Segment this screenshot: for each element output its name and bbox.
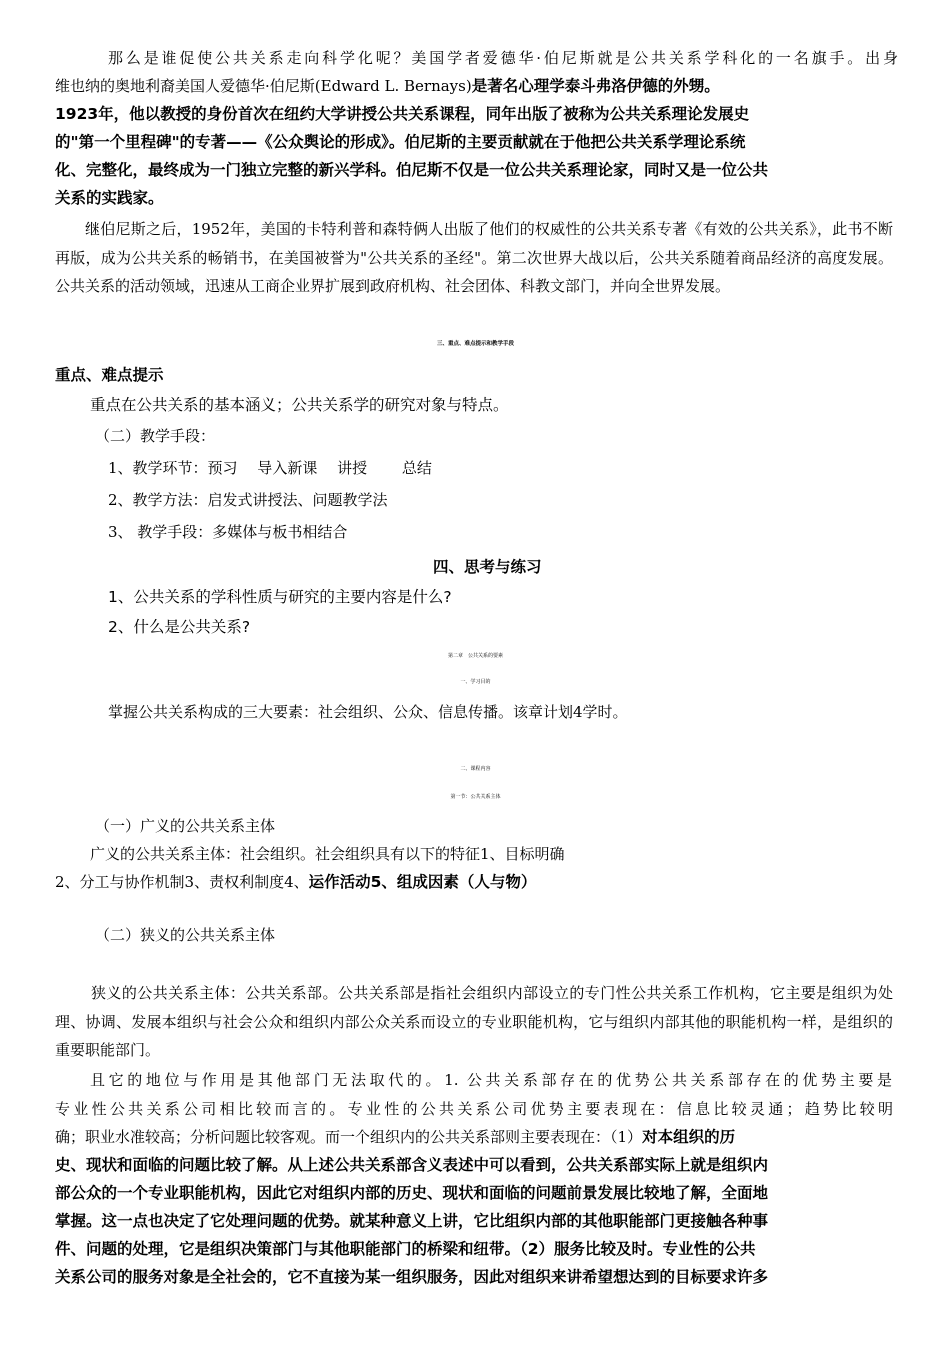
narrow-subject-heading: （二）狭义的公共关系主体	[95, 926, 276, 944]
paragraph-1-line-2	[55, 75, 720, 98]
last-paragraph-line-2: 专业性公共关系公司相比较而言的。专业性的公共关系公司优势主要表现在：信息比较灵通；趋势比较明	[55, 1100, 893, 1118]
chapter-title: 第二章 公共关系的要素	[447, 653, 503, 659]
section-3-title: 三、重点、难点提示和教学手段	[436, 341, 514, 347]
paragraph-1-line-5: 化、完整化，最终成为一门独立完整的新兴学科。伯尼斯不仅是一位公共关系理论家，同时又是一位公共	[55, 161, 769, 179]
focus-text: 重点在公共关系的基本涵义；公共关系学的研究对象与特点。	[90, 396, 509, 414]
section-1-title: 第一节：公共关系主体	[450, 794, 501, 800]
broad-subject-line-2	[55, 871, 536, 894]
method-item-3: 3、 教学手段：多媒体与板书相结合	[108, 523, 348, 541]
objective-heading: 一、学习目的	[460, 679, 491, 685]
question-2: 2、什么是公共关系?	[108, 618, 251, 636]
paragraph-1-line-2-serif: 维也纳的奥地利裔美国人爱德华·伯尼斯(Edward L. Bernays)	[55, 77, 472, 95]
question-1: 1、公共关系的学科性质与研究的主要内容是什么?	[108, 588, 452, 606]
method-item-1: 1、教学环节：预习 导入新课 讲授 总结	[108, 459, 432, 477]
narrow-subject-paragraph: 狭义的公共关系主体：公共关系部。公共关系部是指社会组织内部设立的专门性公共关系工作机构，它主要是组织为处理、协调、发展本组织与社会公众和组织内部公众关系而设立的专业职能机构，它与组织内部其他的职能机构一样，是组织的重要职能部门。	[55, 984, 893, 1059]
last-paragraph-line-3-serif: 确；职业水准较高；分析问题比较客观。而一个组织内的公共关系部则主要表现在：（1）	[55, 1128, 643, 1146]
paragraph-1-line-6: 关系的实践家。	[55, 189, 164, 207]
last-paragraph-line-4: 史、现状和面临的问题比较了解。从上述公共关系部含义表述中可以看到，公共关系部实际上就是组织内	[55, 1156, 769, 1174]
broad-subject-line-1: 广义的公共关系主体：社会组织。社会组织具有以下的特征1、目标明确	[90, 845, 565, 863]
objective-text: 掌握公共关系构成的三大要素：社会组织、公众、信息传播。该章计划4学时。	[108, 703, 628, 721]
content-heading: 二、课程内容	[460, 766, 491, 772]
method-item-2: 2、教学方法：启发式讲授法、问题教学法	[108, 491, 388, 509]
paragraph-2: 继伯尼斯之后，1952年，美国的卡特利普和森特俩人出版了他们的权威性的公共关系专著《有效的公共关系》，此书不断再版，成为公共关系的畅销书，在美国被誉为"公共关系的圣经"。第二次世界大战以后，公共关系随着商品经济的高度发展。公共关系的活动领域，迅速从工商企业界扩展到政府机构、社会团体、科教文部门，并向全世界发展。	[55, 220, 893, 295]
last-paragraph-line-1: 且它的地位与作用是其他部门无法取代的。1. 公共关系部存在的优势公共关系部存在的优势主要是	[90, 1071, 892, 1089]
last-paragraph-line-8: 关系公司的服务对象是全社会的，它不直接为某一组织服务，因此对组织来讲希望想达到的目标要求许多	[55, 1268, 769, 1286]
broad-subject-line-2-serif: 2、分工与协作机制3、责权利制度4、	[55, 873, 309, 891]
focus-heading: 重点、难点提示	[55, 366, 164, 384]
paragraph-1-line-3: 1923年，他以教授的身份首次在纽约大学讲授公共关系课程，同年出版了被称为公共关系理论发展史	[55, 105, 750, 123]
section-4-title: 四、思考与练习	[433, 558, 542, 576]
last-paragraph-line-6: 掌握。这一点也决定了它处理问题的优势。就某种意义上讲，它比组织内部的其他职能部门更接触各种事	[55, 1212, 769, 1230]
last-paragraph-line-7: 件、问题的处理，它是组织决策部门与其他职能部门的桥梁和纽带。（2）服务比较及时。专业性的公共	[55, 1240, 756, 1258]
last-paragraph-line-3	[55, 1126, 735, 1149]
broad-subject-heading: （一）广义的公共关系主体	[95, 817, 276, 835]
paragraph-1-line-1: 那么是谁促使公共关系走向科学化呢？美国学者爱德华·伯尼斯就是公共关系学科化的一名旗手。出身	[108, 49, 898, 67]
last-paragraph-line-3-bold: 对本组织的历	[642, 1128, 736, 1146]
last-paragraph-line-5: 部公众的一个专业职能机构，因此它对组织内部的历史、现状和面临的问题前景发展比较地了解，全面地	[55, 1184, 769, 1202]
broad-subject-line-2-bold: 运作活动5、组成因素（人与物）	[308, 873, 537, 891]
paragraph-1-line-2-bold: 是著名心理学泰斗弗洛伊德的外甥。	[471, 77, 720, 95]
methods-heading: （二）教学手段：	[95, 427, 216, 445]
paragraph-1-line-4: 的"第一个里程碑"的专著——《公众舆论的形成》。伯尼斯的主要贡献就在于他把公共关系学理论系统	[55, 133, 746, 151]
